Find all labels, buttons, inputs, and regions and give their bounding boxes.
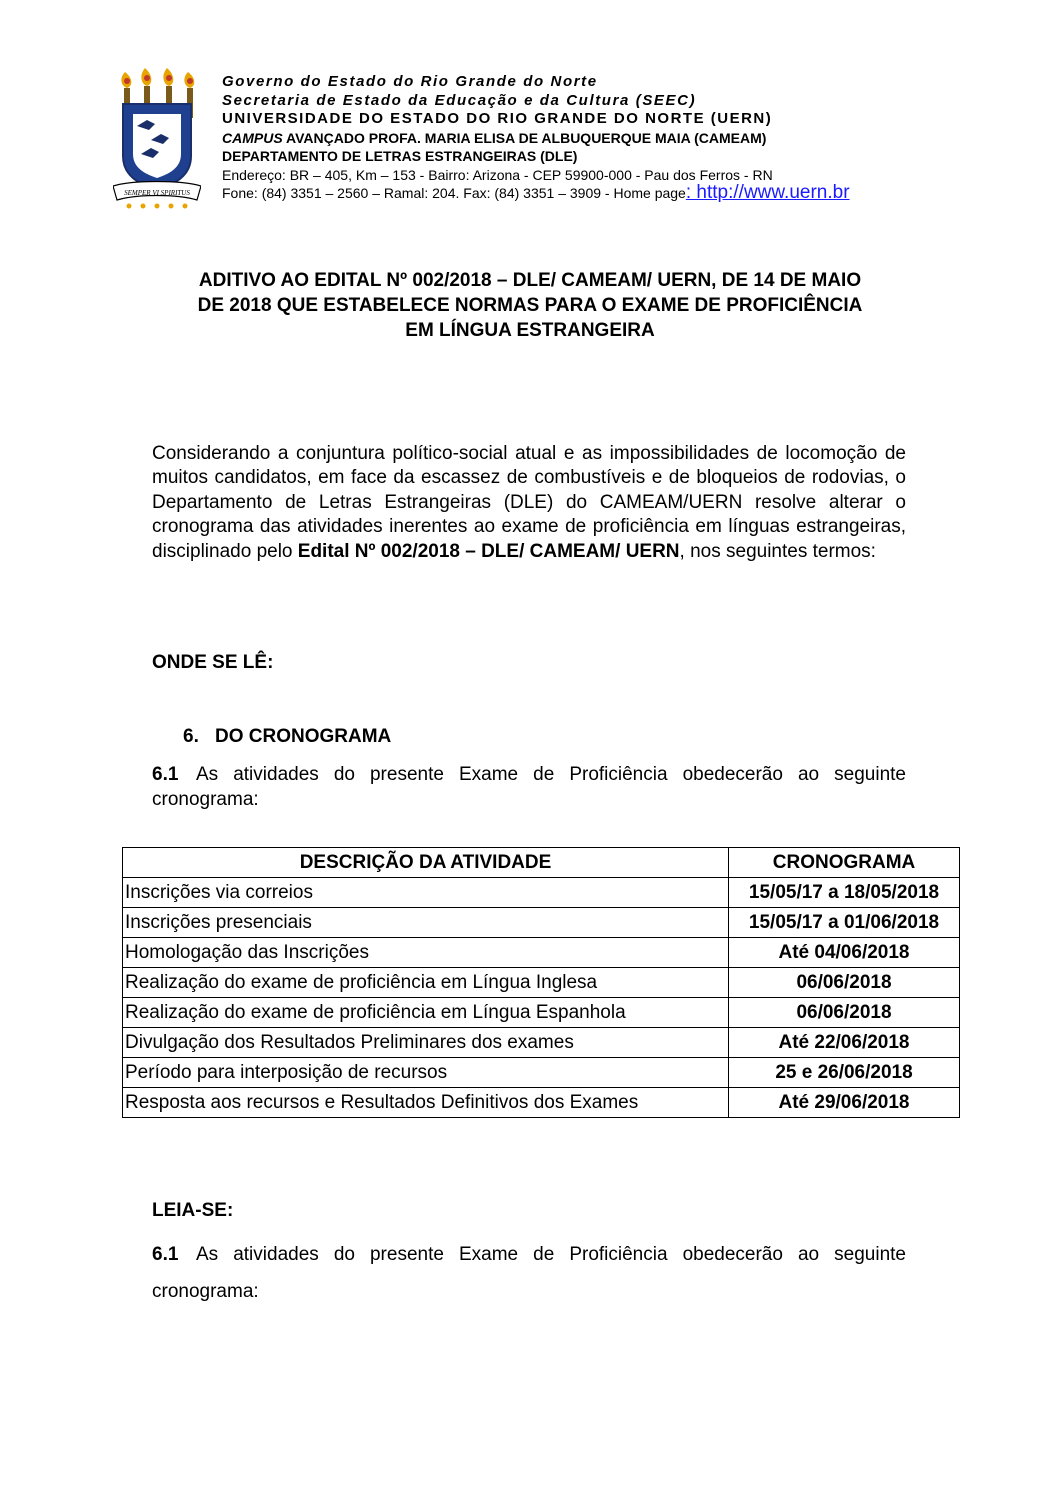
section-number: 6. xyxy=(183,726,199,747)
activity-cell: Resposta aos recursos e Resultados Definitivos dos Exames xyxy=(123,1088,729,1118)
table-row xyxy=(123,938,960,968)
activity-cell: Homologação das Inscrições xyxy=(123,938,729,968)
activity-cell: Realização do exame de proficiência em Língua Inglesa xyxy=(123,968,729,998)
item-6-1-revised xyxy=(152,1236,906,1310)
activity-cell: Inscrições presenciais xyxy=(123,908,729,938)
header-contact xyxy=(222,184,982,203)
header-activity: DESCRIÇÃO DA ATIVIDADE xyxy=(123,848,729,878)
homepage-link[interactable]: : http://www.uern.br xyxy=(685,182,850,203)
title-line-2: DE 2018 QUE ESTABELECE NORMAS PARA O EXAME DE PROFICIÊNCIA xyxy=(197,295,863,316)
header-department: DEPARTAMENTO DE LETRAS ESTRANGEIRAS (DLE) xyxy=(222,148,578,164)
header-phone: Fone: (84) 3351 – 2560 – Ramal: 204. Fax: (84) 3351 – 3909 - Home page xyxy=(222,185,686,201)
onde-se-le-heading: ONDE SE LÊ: xyxy=(152,652,274,673)
header-secretariat: Secretaria de Estado da Educação e da Cultura (SEEC) xyxy=(222,91,697,109)
letterhead xyxy=(222,73,982,203)
activity-cell: Inscrições via correios xyxy=(123,878,729,908)
date-cell: 25 e 26/06/2018 xyxy=(729,1058,960,1088)
activity-cell: Realização do exame de proficiência em Língua Espanhola xyxy=(123,998,729,1028)
intro-edital-ref: Edital Nº 002/2018 – DLE/ CAMEAM/ UERN xyxy=(297,540,680,562)
date-cell: Até 29/06/2018 xyxy=(729,1088,960,1118)
header-government: Governo do Estado do Rio Grande do Norte xyxy=(222,73,598,90)
header-address: Endereço: BR – 405, Km – 153 - Bairro: Arizona - CEP 59900-000 - Pau dos Ferros - RN xyxy=(222,166,773,183)
header-university: UNIVERSIDADE DO ESTADO DO RIO GRANDE DO NORTE (UERN) xyxy=(222,110,773,127)
document-title xyxy=(130,268,930,343)
header-campus xyxy=(222,129,982,148)
section-title: DO CRONOGRAMA xyxy=(215,726,392,747)
leia-se-heading: LEIA-SE: xyxy=(152,1200,234,1221)
table-row xyxy=(123,968,960,998)
date-cell: Até 22/06/2018 xyxy=(729,1028,960,1058)
item-6-1-revised-line1 xyxy=(152,1236,906,1273)
campus-italic: CAMPUS xyxy=(222,129,283,146)
table-row xyxy=(123,1028,960,1058)
title-line-1: ADITIVO AO EDITAL Nº 002/2018 – DLE/ CAMEAM/ UERN, DE 14 DE MAIO xyxy=(198,270,862,291)
activity-cell: Período para interposição de recursos xyxy=(123,1058,729,1088)
campus-name: AVANÇADO PROFA. MARIA ELISA DE ALBUQUERQUE MAIA (CAMEAM) xyxy=(282,129,767,146)
logo-motto: SEMPER VI SPIRITUS xyxy=(124,189,190,197)
uern-coat-of-arms-logo xyxy=(113,68,201,210)
table-row xyxy=(123,878,960,908)
date-cell: 06/06/2018 xyxy=(729,998,960,1028)
item-6-1-revised-text2: cronograma: xyxy=(152,1281,259,1302)
table-row xyxy=(123,1058,960,1088)
table-row xyxy=(123,908,960,938)
date-cell: 15/05/17 a 01/06/2018 xyxy=(729,908,960,938)
item-6-1-number: 6.1 xyxy=(152,764,179,785)
table-header-row xyxy=(123,848,960,878)
item-6-1 xyxy=(152,762,906,812)
intro-tail: , nos seguintes termos: xyxy=(679,540,876,562)
header-schedule: CRONOGRAMA xyxy=(729,848,960,878)
intro-text: Considerando a conjuntura político-social atual e as impossibilidades de locomoção de muitos candidatos, em face da escassez de combustíveis e de bloqueios de rodovias, o Departamento de Letras Estrangeiras (DLE) do CAMEAM/UERN resolve alterar o cronograma das atividades inerentes ao exame de proficiência em línguas estrangeiras, disciplinado pelo xyxy=(152,443,906,562)
item-6-1-text2: cronograma: xyxy=(152,789,259,810)
item-6-1-revised-number: 6.1 xyxy=(152,1244,179,1265)
activity-cell: Divulgação dos Resultados Preliminares dos exames xyxy=(123,1028,729,1058)
item-6-1-line1 xyxy=(152,762,906,787)
date-cell: 06/06/2018 xyxy=(729,968,960,998)
title-line-3: EM LÍNGUA ESTRANGEIRA xyxy=(405,320,655,341)
item-6-1-text: As atividades do presente Exame de Proficiência obedecerão ao seguinte xyxy=(196,764,906,785)
date-cell: Até 04/06/2018 xyxy=(729,938,960,968)
table-row xyxy=(123,998,960,1028)
schedule-table xyxy=(122,847,960,1118)
item-6-1-revised-text: As atividades do presente Exame de Proficiência obedecerão ao seguinte xyxy=(196,1244,906,1265)
table-row xyxy=(123,1088,960,1118)
intro-paragraph xyxy=(152,442,906,564)
date-cell: 15/05/17 a 18/05/2018 xyxy=(729,878,960,908)
